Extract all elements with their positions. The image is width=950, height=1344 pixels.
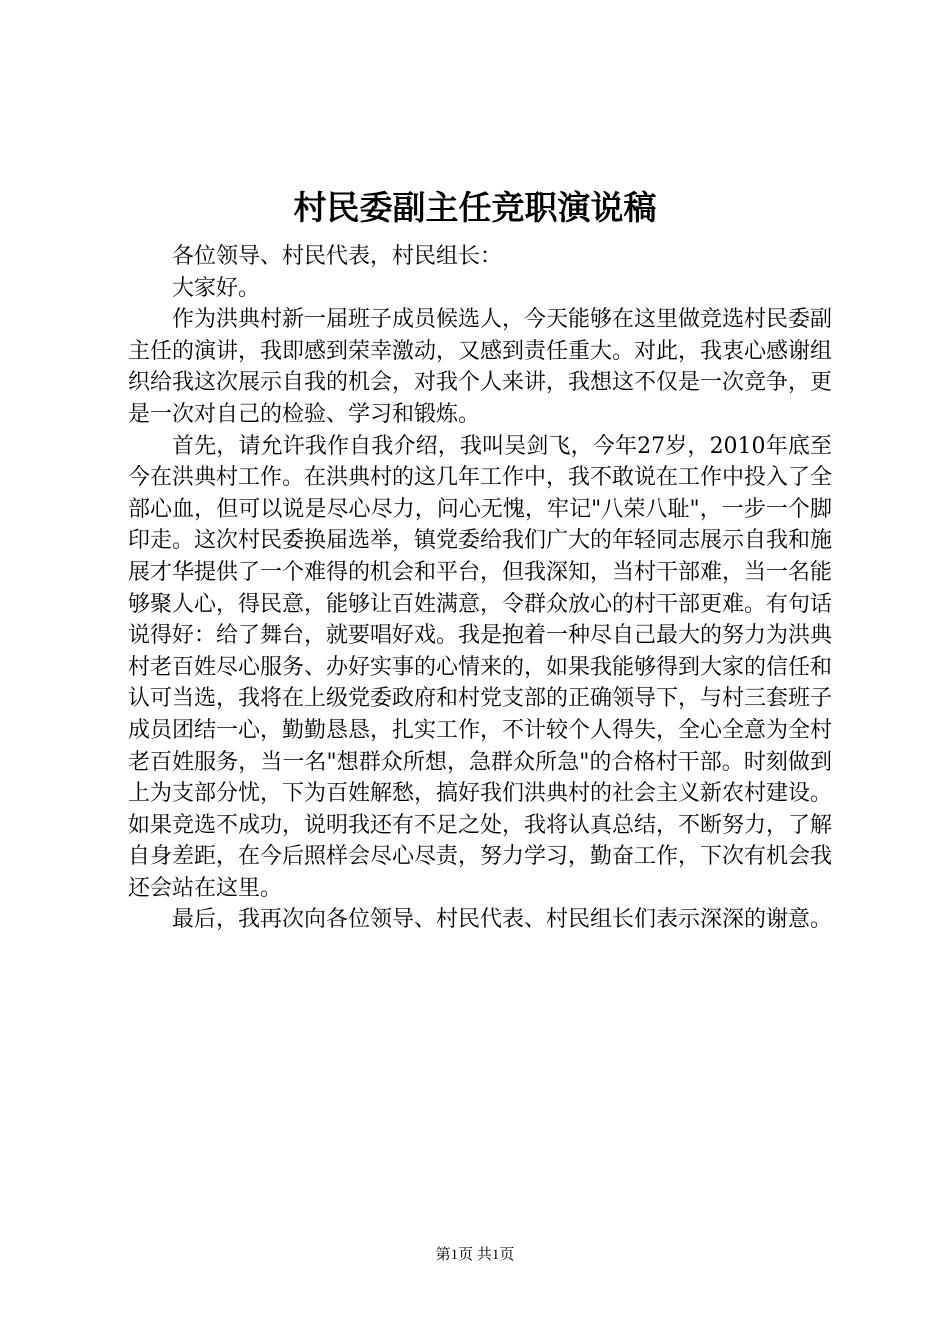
greeting-paragraph: 各位领导、村民代表，村民组长：: [172, 244, 503, 269]
self-introduction-paragraph: 首先，请允许我作自我介绍，我叫吴剑飞，今年27岁，2010年底至今在洪典村工作。在洪典村的这几年工作中，我不敢说在工作中投入了全部心血，但可以说是尽心尽力，问心无愧，牢记"八荣八耻"，一步一个脚印走。这次村民委换届选举，镇党委给我们广大的年轻同志展示自我和施展才华提供了一个难得的机会和平台，但我深知，当村干部难，当一名能够聚人心，得民意，能够让百姓满意，令群众放心的村干部更难。有句话说得好：给了舞台，就要唱好戏。我是抱着一种尽自己最大的努力为洪典村老百姓尽心服务、办好实事的心情来的，如果我能够得到大家的信任和认可当选，我将在上级党委政府和村党支部的正确领导下，与村三套班子成员团结一心，勤勤恳恳，扎实工作，不计较个人得失，全心全意为全村老百姓服务，当一名"想群众所想，急群众所急"的合格村干部。时刻做到上为支部分忧，下为百姓解愁，搞好我们洪典村的社会主义新农村建设。如果竞选不成功，说明我还有不足之处，我将认真总结，不断努力，了解自身差距，在今后照样会尽心尽责，努力学习，勤奋工作，下次有机会我还会站在这里。: [128, 433, 833, 901]
intro-paragraph: 作为洪典村新一届班子成员候选人，今天能够在这里做竞选村民委副主任的演讲，我即感到荣幸激动，又感到责任重大。对此，我衷心感谢组织给我这次展示自我的机会，对我个人来讲，我想这不仅是一次竞争，更是一次对自己的检验、学习和锻炼。: [128, 307, 833, 427]
document-body: [128, 241, 832, 936]
salutation-paragraph: 大家好。: [172, 275, 261, 301]
document-title: 村民委副主任竞职演说稿: [293, 188, 657, 227]
closing-paragraph: 最后，我再次向各位领导、村民代表、村民组长们表示深深的谢意。: [172, 907, 833, 933]
page-footer: 第1页 共1页: [435, 1247, 515, 1263]
